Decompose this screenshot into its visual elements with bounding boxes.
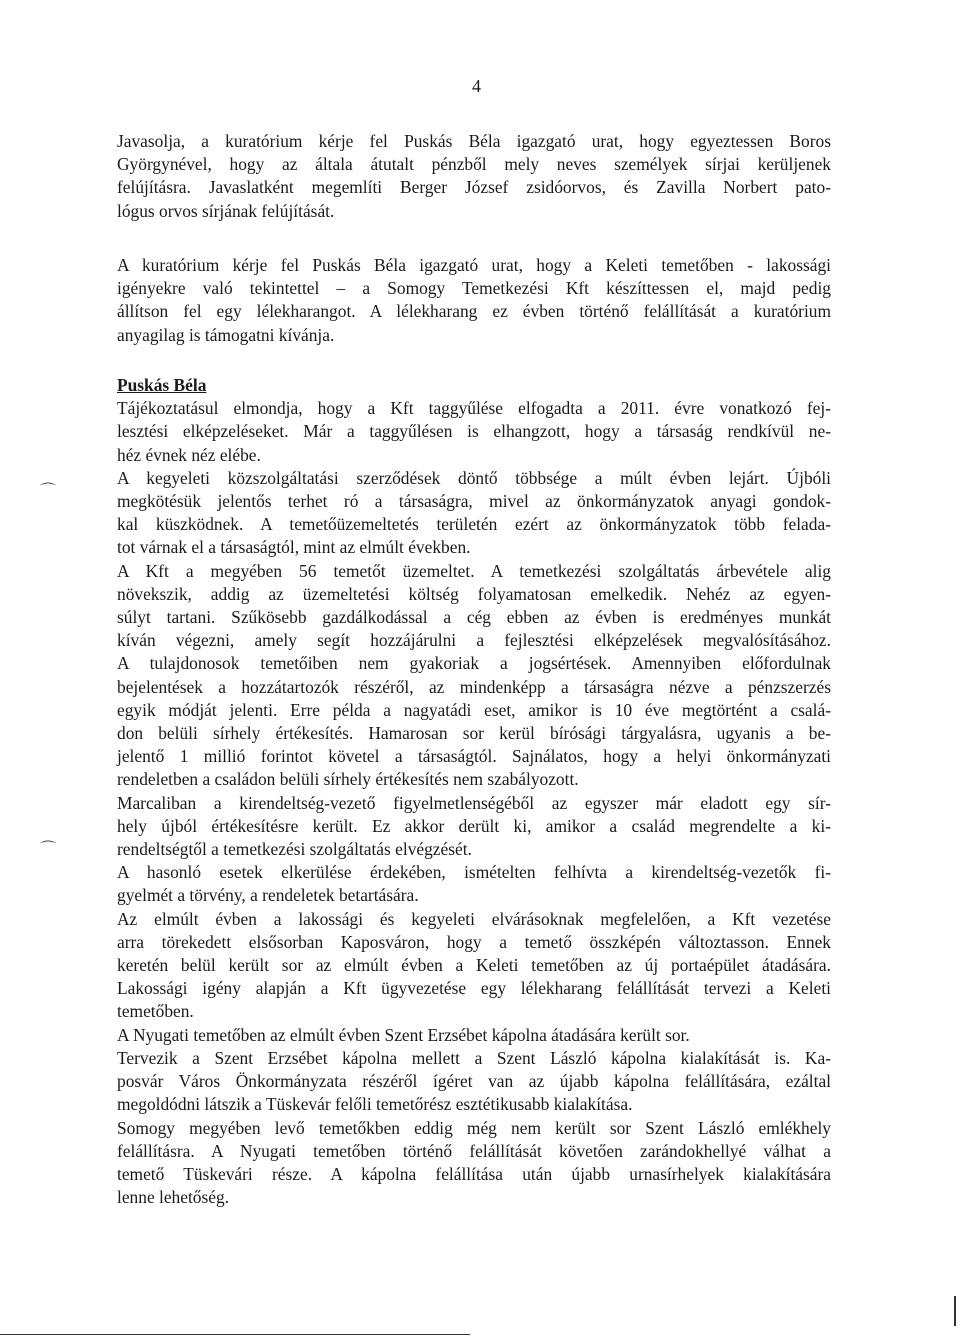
text-line: súlyt tartani. Szűkösebb gazdálkodással a cég ebben az évben is eredményes munkát [117,607,831,628]
paragraph-proposal-bell [117,254,831,347]
text-line: tot várnak el a társaságtól, mint az elmúlt években. [117,537,471,558]
text-line: A Nyugati temetőben az elmúlt évben Szent Erzsébet kápolna átadására került sor. [117,1024,690,1045]
speaker-heading: Puskás Béla [117,375,207,395]
text-line: temetőben. [117,1001,194,1022]
text-line: héz évnek néz elébe. [117,444,261,465]
text-line: gyelmét a törvény, a rendeletek betartására. [117,885,419,906]
text-line: jelentő 1 millió forintot követel a társaságtól. Sajnálatos, hogy a helyi önkormányzati [117,746,831,767]
text-line: lesztési elképzeléseket. Már a taggyűlésen is elhangzott, hogy a társaság rendkívül ne- [117,421,831,442]
page-number: 4 [472,76,481,96]
text-line: anyagilag is támogatni kívánja. [117,324,335,345]
text-line: kal küszködnek. A temetőüzemeltetés területén ezért az önkormányzatok több felada- [117,514,831,535]
text-line: A tulajdonosok temetőiben nem gyakoriak a jogsértések. Amennyiben előfordulnak [117,653,831,674]
text-line: rendeltségtől a temetkezési szolgáltatás elvégzését. [117,839,472,860]
text-line: igényekre való tekintettel – a Somogy Temetkezési Kft készíttessen el, majd pedig [117,278,831,299]
text-line: Lakossági igény alapján a Kft ügyvezetése egy lélekharang felállítását tervezi a Keleti [117,978,831,999]
text-line: hely újból értékesítésre került. Ez akkor derült ki, amikor a család megrendelte a ki- [117,815,831,836]
text-line: Az elmúlt évben a lakossági és kegyeleti elvárásoknak megfelelően, a Kft vezetése [117,908,831,929]
text-line: megkötésük jelentős terhet ró a társaságra, mivel az önkormányzatok anyagi gondok- [117,491,831,512]
text-line: felújításra. Javaslatként megemlíti Berger József zsidóorvos, és Zavilla Norbert pato- [117,177,831,198]
paragraph-proposal-graves [117,130,831,223]
text-line: lógus orvos sírjának felújítását. [117,200,335,221]
edge-mark [954,1296,956,1326]
text-line: Javasolja, a kuratórium kérje fel Puskás Béla igazgató urat, hogy egyeztessen Boros [117,131,831,151]
text-line: egyik módját jelenti. Erre példa a nagyatádi eset, amikor is 10 éve megtörtént a csalá- [117,699,831,720]
text-line: A hasonló esetek elkerülése érdekében, ismételten felhívta a kirendeltség-vezetők fi- [117,862,831,883]
text-line: kíván végezni, amely segít hozzájárulni a fejlesztési elképzelések megvalósításához. [117,630,831,651]
text-line: lenne lehetőség. [117,1187,230,1208]
bottom-rule [0,1334,470,1335]
text-line: megoldódni látszik a Tüskevár felőli temetőrész esztétikusabb kialakítása. [117,1094,633,1115]
scan-mark: ⌒ [40,841,57,858]
text-line: don belüli sírhely értékesítés. Hamarosan sor kerül bírósági tárgyalásra, ugyanis a be- [117,723,831,744]
text-line: temető Tüskevári része. A kápolna felállítása után újabb urnasírhelyek kialakítására [117,1163,831,1184]
section-report [117,374,831,1209]
text-line: Tervezik a Szent Erzsébet kápolna mellett a Szent László kápolna kialakítását is. Ka- [117,1047,831,1068]
text-line: állítson fel egy lélekharangot. A lélekharang ez évben történő felállítását a kuratórium [117,301,831,322]
text-line: rendeletben a családon belüli sírhely értékesítés nem szabályozott. [117,769,579,790]
scan-mark: ⌒ [40,483,57,500]
text-line: A kuratórium kérje fel Puskás Béla igazgató urat, hogy a Keleti temetőben - lakossági [117,255,831,275]
text-line: A Kft a megyében 56 temetőt üzemeltet. A temetkezési szolgáltatás árbevétele alig [117,560,831,581]
text-line: A kegyeleti közszolgáltatási szerződések döntő többsége a múlt évben lejárt. Újbóli [117,467,831,488]
text-line: keretén belül került sor az elmúlt évben a Keleti temetőben az új portaépület átadására. [117,955,831,976]
text-line: Marcaliban a kirendeltség-vezető figyelmetlenségéből az egyszer már eladott egy sír- [117,792,831,813]
text-line: növekszik, addig az üzemeltetési költség folyamatosan emelkedik. Nehéz az egyen- [117,583,831,604]
text-line: Somogy megyében levő temetőkben eddig még nem került sor Szent László emlékhely [117,1117,831,1138]
text-line: felállításra. A Nyugati temetőben történő felállítását követően zarándokhellyé válhat a [117,1140,831,1161]
text-line: Györgynével, hogy az általa átutalt pénzből mely neves személyek sírjai kerüljenek [117,154,831,175]
text-line: bejelentések a hozzátartozók részéről, az mindenképp a társaságra nézve a pénzszerzés [117,676,831,697]
text-line: Tájékoztatásul elmondja, hogy a Kft taggyűlése elfogadta a 2011. évre vonatkozó fej- [117,398,831,419]
text-line: arra törekedett elsősorban Kaposváron, hogy a temető összképén változtasson. Ennek [117,931,831,952]
text-line: posvár Város Önkormányzata részéről ígéret van az újabb kápolna felállítására, ezáltal [117,1071,831,1092]
